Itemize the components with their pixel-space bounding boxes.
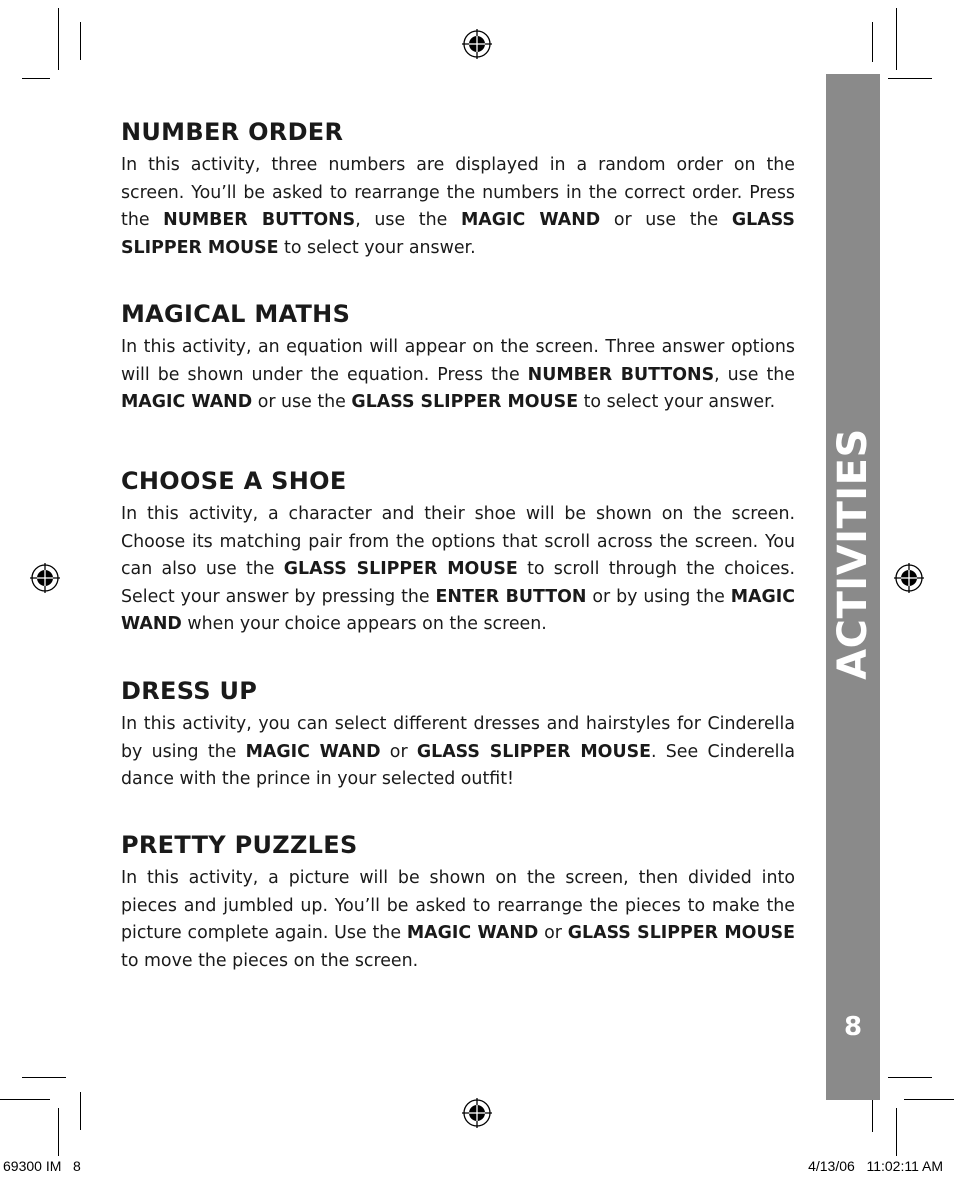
registration-mark-icon <box>894 563 924 593</box>
section-heading: PRETTY PUZZLES <box>121 831 358 859</box>
button-name: GLASS SLIPPER MOUSE <box>567 923 795 944</box>
crop-mark <box>80 22 81 60</box>
print-slug-left: 69300 IM 8 <box>3 1158 81 1174</box>
crop-mark <box>80 1092 81 1130</box>
section-body <box>121 501 795 639</box>
button-name: MAGIC WAND <box>121 586 795 635</box>
crop-mark <box>888 78 932 79</box>
section-pretty-puzzles <box>121 825 795 975</box>
body-text: or use the <box>252 392 352 413</box>
body-text: when your choice appears on the screen. <box>181 614 547 635</box>
section-heading: NUMBER ORDER <box>121 118 344 146</box>
crop-mark <box>22 1077 66 1078</box>
section-body <box>121 334 795 417</box>
button-name: MAGIC WAND <box>406 923 539 944</box>
side-tab-title-wrap <box>826 74 880 1100</box>
button-name: MAGIC WAND <box>245 741 381 762</box>
section-heading: DRESS UP <box>121 677 258 705</box>
section-body <box>121 865 795 975</box>
button-name: MAGIC WAND <box>121 392 253 413</box>
button-name: NUMBER BUTTONS <box>527 364 715 385</box>
body-text: In this activity, three numbers are displayed in a random order on the screen. You’ll be asked to rearrange the numbers in the correct order. Press the <box>121 155 795 231</box>
button-name: GLASS SLIPPER MOUSE <box>121 210 795 258</box>
registration-mark-icon <box>30 563 60 593</box>
page-number: 8 <box>843 1012 863 1042</box>
body-text: or use the <box>600 210 732 231</box>
registration-mark-icon <box>462 1098 492 1128</box>
side-tab <box>826 74 880 1100</box>
body-text: . See Cinderella dance with the prince in your selected outfit! <box>121 741 795 790</box>
button-name: GLASS SLIPPER MOUSE <box>351 392 579 413</box>
body-text: In this activity, a character and their shoe will be shown on the screen. Choose its matching pair from the options that scroll across the screen. You can also use the <box>121 504 795 580</box>
crop-mark <box>58 8 59 70</box>
crop-mark <box>896 1108 897 1156</box>
button-name: GLASS SLIPPER MOUSE <box>283 559 518 580</box>
button-name: GLASS SLIPPER MOUSE <box>416 741 651 762</box>
crop-mark <box>58 1108 59 1156</box>
section-body <box>121 152 795 262</box>
crop-mark <box>0 1099 50 1100</box>
body-text: In this activity, an equation will appear on the screen. Three answer options will be shown under the equation. Press the <box>121 337 795 385</box>
section-choose-a-shoe <box>121 461 795 639</box>
body-text: to select your answer. <box>278 237 476 258</box>
section-dress-up <box>121 671 795 794</box>
button-name: ENTER BUTTON <box>435 586 587 607</box>
body-text: In this activity, a picture will be shown on the screen, then divided into pieces and jumbled up. You’ll be asked to rearrange the pieces to make the picture complete again. Use the <box>121 868 795 944</box>
button-name: MAGIC WAND <box>460 210 601 231</box>
body-text: to select your answer. <box>578 392 776 413</box>
body-text: to scroll through the choices. Select your answer by pressing the <box>121 559 795 607</box>
side-tab-title: ACTIVITIES <box>830 428 876 680</box>
section-body <box>121 711 795 794</box>
crop-mark <box>888 1077 932 1078</box>
body-text: or by using the <box>586 586 731 607</box>
crop-mark <box>872 22 873 62</box>
section-heading: MAGICAL MATHS <box>121 300 351 328</box>
print-slug-right: 4/13/06 11:02:11 AM <box>808 1158 943 1174</box>
body-text: or <box>380 741 417 762</box>
body-text: or <box>538 923 568 944</box>
button-name: NUMBER BUTTONS <box>163 210 356 231</box>
section-magical-maths <box>121 294 795 417</box>
crop-mark <box>896 8 897 70</box>
crop-mark <box>22 78 50 79</box>
crop-mark <box>904 1099 954 1100</box>
body-text: to move the pieces on the screen. <box>121 950 419 971</box>
body-text: In this activity, you can select different dresses and hairstyles for Cinderella by using the <box>121 714 795 762</box>
section-heading: CHOOSE A SHOE <box>121 467 347 495</box>
body-text: , use the <box>355 210 461 231</box>
body-text: , use the <box>714 364 796 385</box>
section-number-order <box>121 112 795 262</box>
registration-mark-icon <box>462 29 492 59</box>
